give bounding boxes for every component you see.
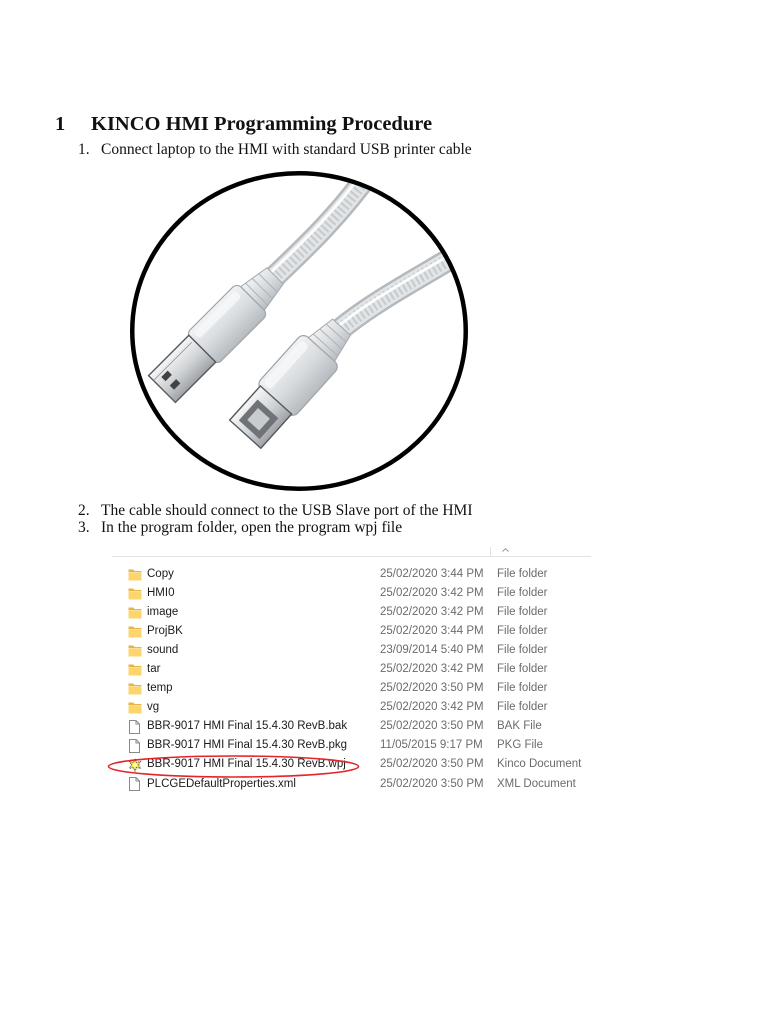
- file-row: [112, 641, 591, 660]
- file-date-modified: 25/02/2020 3:44 PM: [380, 567, 484, 580]
- file-type: File folder: [497, 586, 548, 599]
- file-type: File folder: [497, 605, 548, 618]
- file-row: [112, 736, 591, 755]
- file-row: [112, 584, 591, 603]
- section-title: KINCO HMI Programming Procedure: [91, 113, 433, 135]
- file-name: Copy: [147, 567, 174, 580]
- folder-icon: [128, 663, 142, 676]
- file-date-modified: 25/02/2020 3:42 PM: [380, 701, 484, 714]
- file-date-modified: 25/02/2020 3:42 PM: [380, 662, 484, 675]
- file-row: [112, 698, 591, 717]
- file-name: PLCGEDefaultProperties.xml: [147, 777, 296, 790]
- folder-icon: [128, 587, 142, 600]
- step-item: [0, 519, 768, 536]
- step-number: 2.: [78, 502, 90, 519]
- file-name: vg: [147, 701, 160, 714]
- file-name: BBR-9017 HMI Final 15.4.30 RevB.wpj: [147, 758, 346, 771]
- file-name: BBR-9017 HMI Final 15.4.30 RevB.bak: [147, 720, 348, 733]
- file-name: HMI0: [147, 586, 175, 599]
- file-row: [112, 660, 591, 679]
- file-date-modified: 25/02/2020 3:50 PM: [380, 682, 484, 695]
- file-row: [112, 679, 591, 698]
- file-row: [112, 622, 591, 641]
- file-type: Kinco Document: [497, 758, 582, 771]
- file-name: sound: [147, 643, 179, 656]
- file-type: PKG File: [497, 739, 544, 752]
- section-number: 1: [55, 113, 66, 135]
- folder-icon: [128, 606, 142, 619]
- file-date-modified: 25/02/2020 3:50 PM: [380, 720, 484, 733]
- file-type: File folder: [497, 624, 548, 637]
- file-name: tar: [147, 662, 161, 675]
- file-date-modified: 25/02/2020 3:42 PM: [380, 586, 484, 599]
- folder-icon: [128, 644, 142, 657]
- file-type: BAK File: [497, 720, 542, 733]
- file-icon: [129, 720, 140, 734]
- file-date-modified: 25/02/2020 3:50 PM: [380, 758, 484, 771]
- folder-icon: [128, 701, 142, 714]
- column-divider: [490, 547, 491, 557]
- file-date-modified: 25/02/2020 3:50 PM: [380, 777, 484, 790]
- step-text: Connect laptop to the HMI with standard USB printer cable: [101, 141, 472, 158]
- file-date-modified: 11/05/2015 9:17 PM: [380, 739, 483, 752]
- highlight-ellipse: [106, 754, 361, 779]
- file-icon: [129, 777, 140, 791]
- file-name: temp: [147, 682, 173, 695]
- file-date-modified: 25/02/2020 3:44 PM: [380, 624, 484, 637]
- file-type: XML Document: [497, 777, 576, 790]
- file-name: ProjBK: [147, 624, 183, 637]
- step-number: 3.: [78, 519, 90, 536]
- file-row: [112, 565, 591, 584]
- step-item: [0, 502, 768, 519]
- file-row: [112, 603, 591, 622]
- file-name: image: [147, 605, 179, 618]
- file-list-header: [112, 547, 591, 557]
- file-name: BBR-9017 HMI Final 15.4.30 RevB.pkg: [147, 739, 348, 752]
- file-date-modified: 25/02/2020 3:42 PM: [380, 605, 484, 618]
- file-type: File folder: [497, 643, 548, 656]
- step-number: 1.: [78, 141, 90, 158]
- step-text: The cable should connect to the USB Slave port of the HMI: [101, 502, 473, 519]
- folder-icon: [128, 682, 142, 695]
- file-type: File folder: [497, 567, 548, 580]
- file-type: File folder: [497, 662, 548, 675]
- file-icon: [129, 739, 140, 753]
- step-item: [0, 141, 768, 158]
- sort-ascending-icon: [502, 548, 509, 552]
- file-row: [112, 717, 591, 736]
- folder-icon: [128, 568, 142, 581]
- step-text: In the program folder, open the program wpj file: [101, 519, 403, 536]
- file-type: File folder: [497, 701, 548, 714]
- usb-cable-photo: [126, 167, 472, 495]
- file-date-modified: 23/09/2014 5:40 PM: [380, 643, 484, 656]
- folder-icon: [128, 625, 142, 638]
- file-type: File folder: [497, 682, 548, 695]
